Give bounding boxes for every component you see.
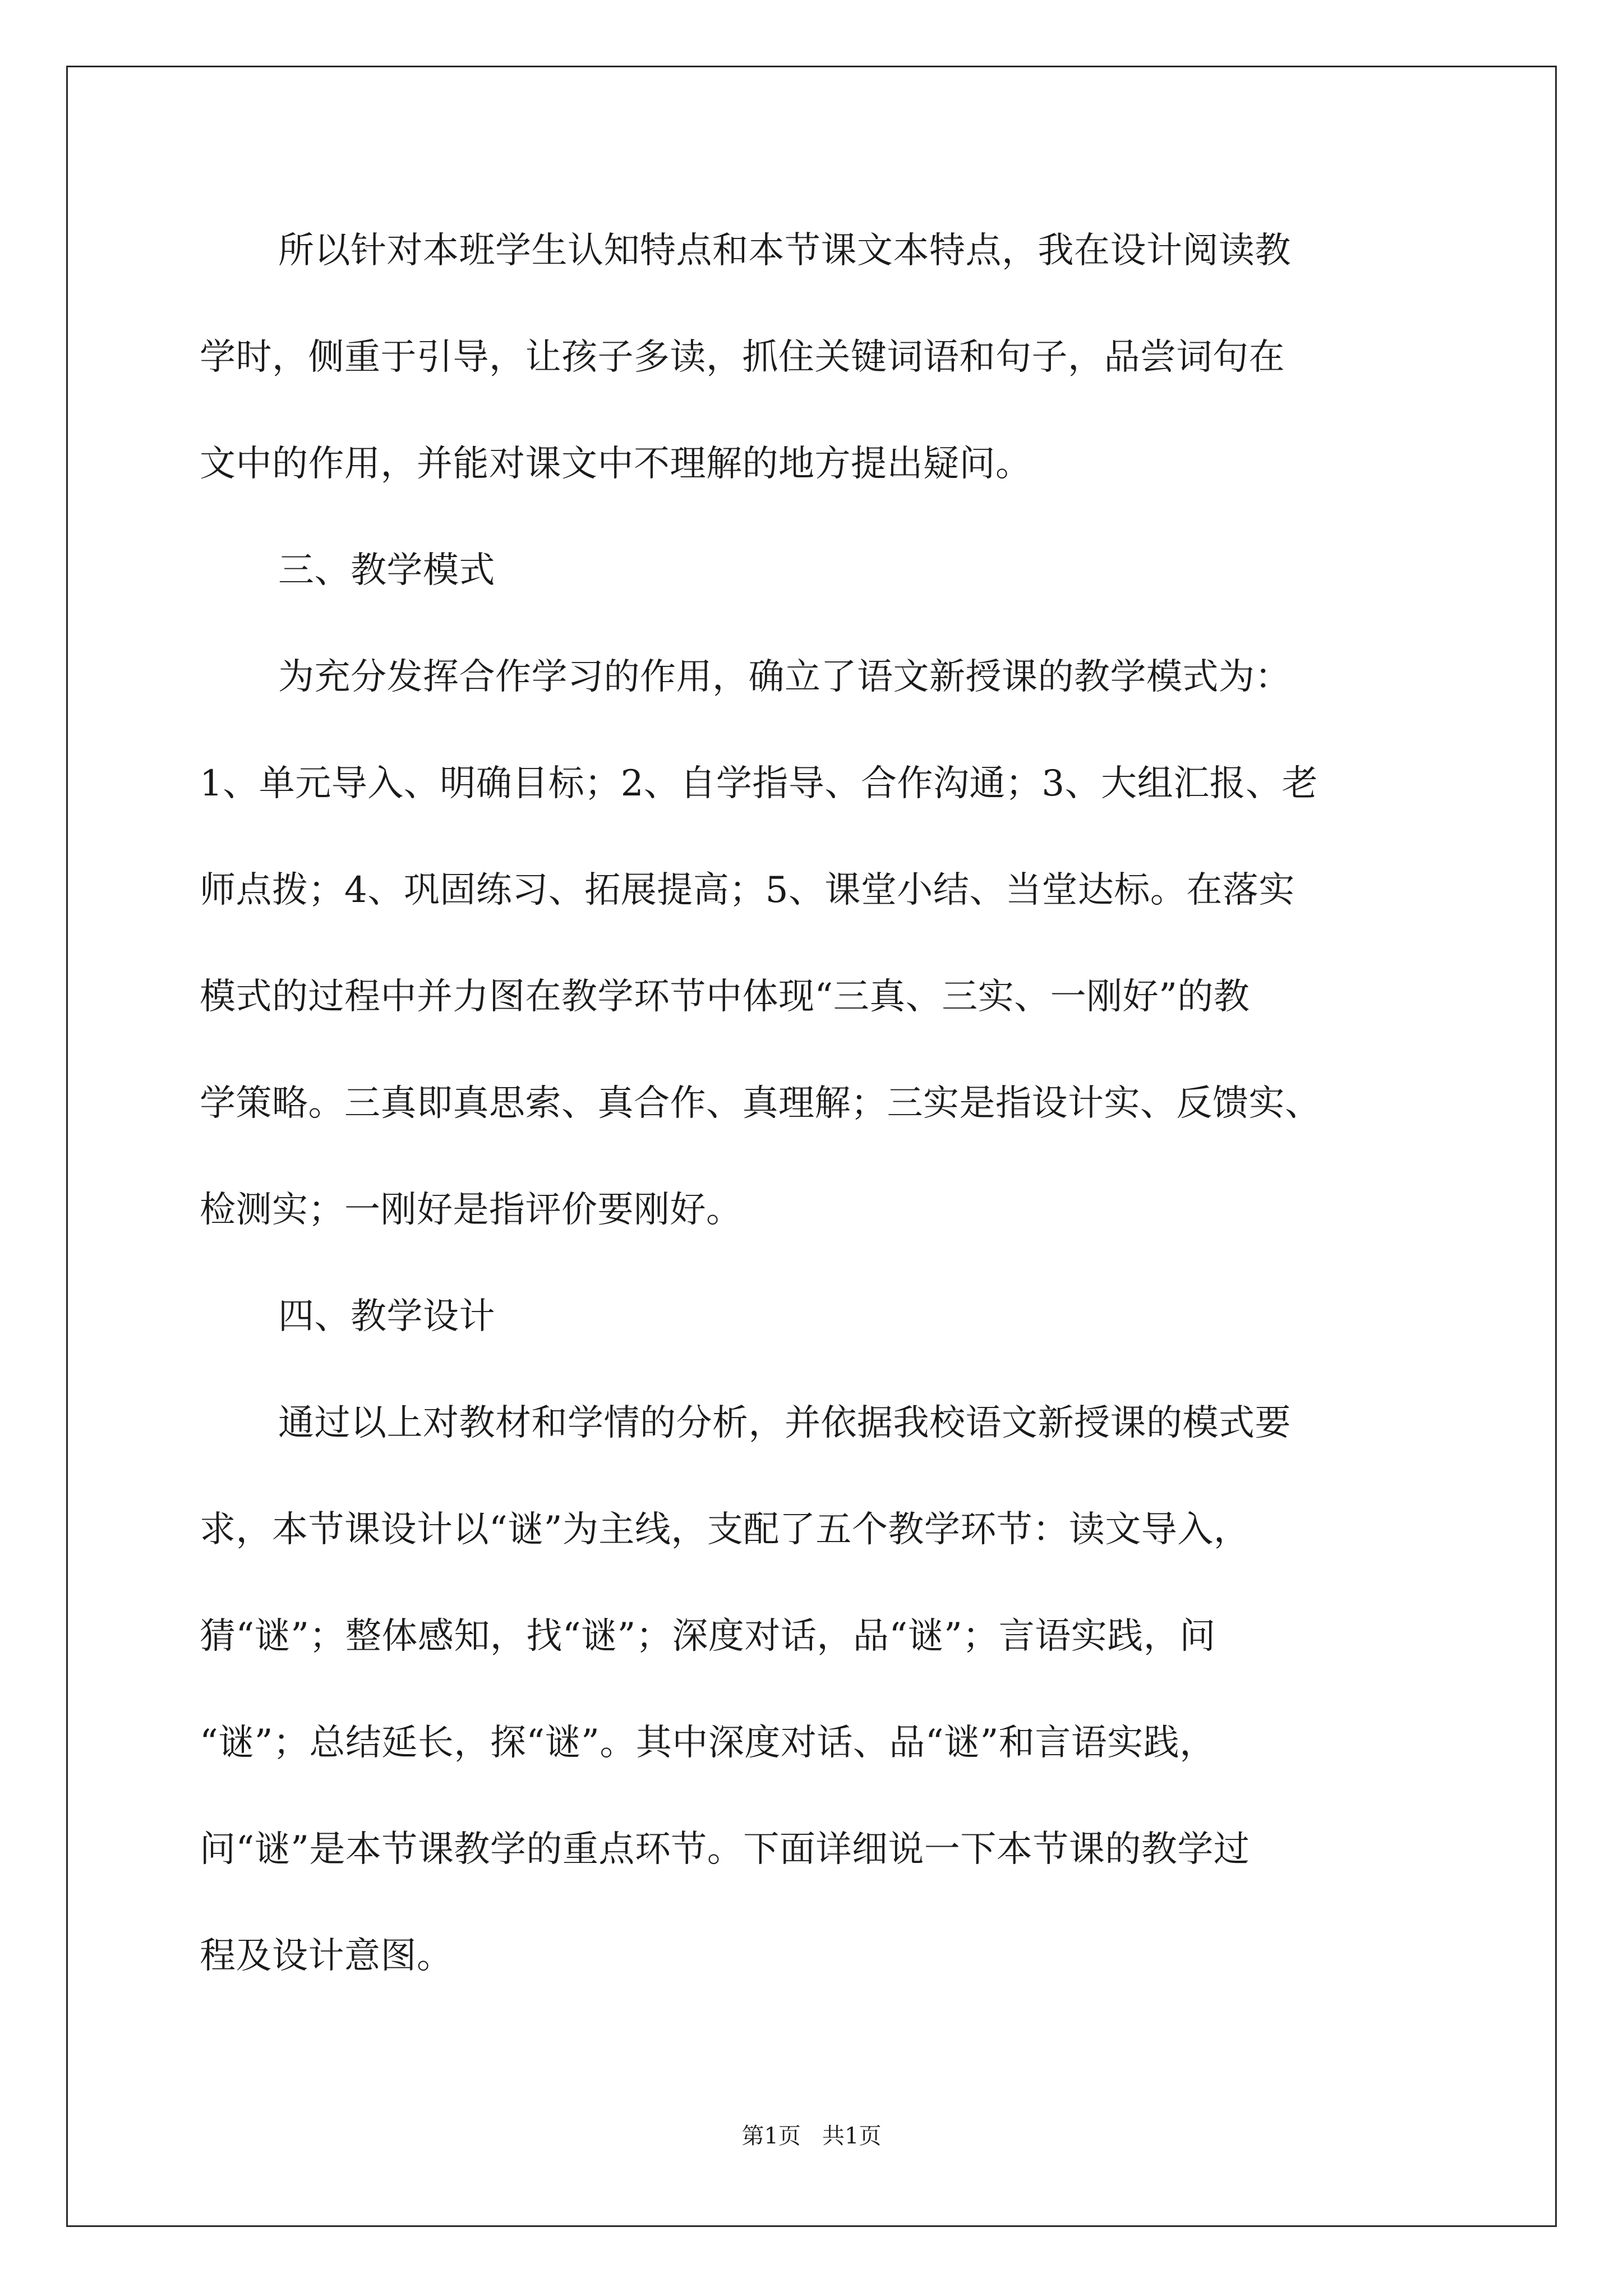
paragraph-line: “谜”；总结延长，探“谜”。其中深度对话、品“谜”和言语实践， xyxy=(200,1722,1216,1764)
paragraph-line: 师点拨；4、巩固练习、拓展提高；5、课堂小结、当堂达标。在落实 xyxy=(200,869,1295,911)
paragraph-line: 学时，侧重于引导，让孩子多读，抓住关键词语和句子，品尝词句在 xyxy=(200,337,1285,378)
section-heading: 三、教学模式 xyxy=(278,550,495,591)
paragraph-line: 检测实；一刚好是指评价要刚好。 xyxy=(200,1189,743,1231)
document-body xyxy=(200,213,1450,2025)
paragraph-line: 模式的过程中并力图在教学环节中体现“三真、三实、一刚好”的教 xyxy=(200,976,1250,1018)
paragraph-line: 为充分发挥合作学习的作用，确立了语文新授课的教学模式为： xyxy=(278,656,1291,698)
paragraph-line: 问“谜”是本节课教学的重点环节。下面详细说一下本节课的教学过 xyxy=(200,1829,1250,1870)
paragraph-line: 通过以上对教材和学情的分析，并依据我校语文新授课的模式要 xyxy=(278,1402,1291,1444)
paragraph-line: 程及设计意图。 xyxy=(200,1935,453,1977)
section-heading: 四、教学设计 xyxy=(278,1296,495,1337)
paragraph-line: 学策略。三真即真思索、真合作、真理解；三实是指设计实、反馈实、 xyxy=(200,1083,1321,1124)
paragraph-line: 1、单元导入、明确目标；2、自学指导、合作沟通；3、大组汇报、老 xyxy=(200,763,1318,804)
paragraph-line: 所以针对本班学生认知特点和本节课文本特点，我在设计阅读教 xyxy=(278,230,1291,272)
paragraph-line: 文中的作用，并能对课文中不理解的地方提出疑问。 xyxy=(200,443,1032,485)
paragraph-line: 猜“谜”；整体感知，找“谜”；深度对话，品“谜”；言语实践，问 xyxy=(200,1616,1216,1657)
page-number-footer: 第1页 共1页 xyxy=(741,2123,882,2149)
paragraph-line: 求，本节课设计以“谜”为主线，支配了五个教学环节：读文导入， xyxy=(200,1509,1250,1550)
